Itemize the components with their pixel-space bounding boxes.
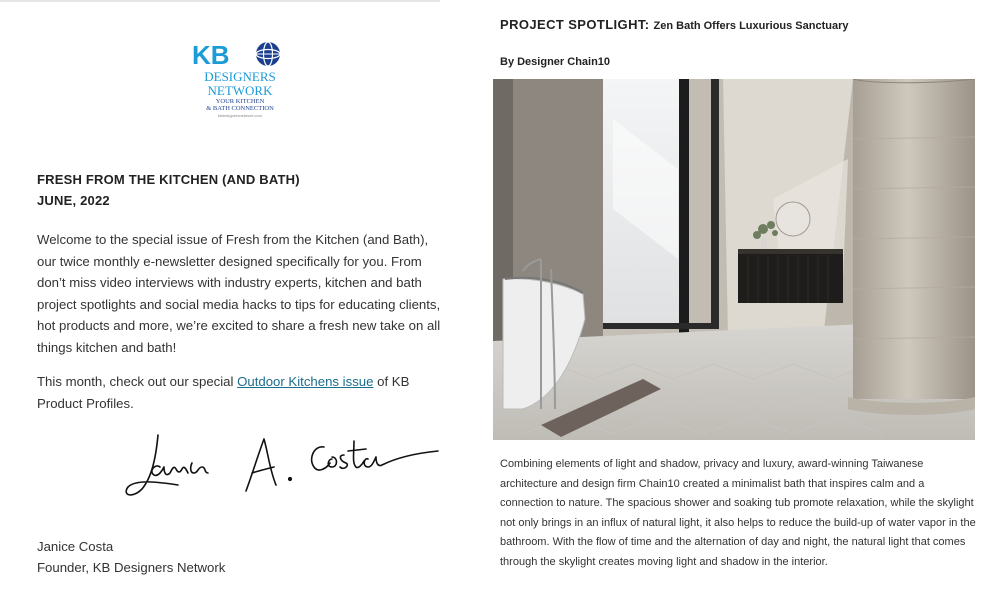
divider (0, 0, 440, 2)
logo-url: kbdesignersnetwork.com (217, 113, 263, 118)
logo-wordmark: KB (192, 40, 230, 70)
intro-paragraph: Welcome to the special issue of Fresh from the Kitchen (and Bath), our twice monthly e-newsletter designed specifically for you. From don’t miss video interviews with industry experts, kitchen and bath project spotlights and social media hacks to tips for educating clients, hot products and more, we’re excited to share a fresh new take on all things kitchen and bath! (37, 232, 441, 355)
spotlight-heading (500, 17, 849, 32)
month-paragraph (37, 371, 447, 414)
newsletter-title: FRESH FROM THE KITCHEN (AND BATH) (37, 172, 300, 187)
spotlight-caption: Combining elements of light and shadow, privacy and luxury, award-winning Taiwanese architecture and design firm Chain10 created a minimalist bath that inspires calm and a connection to nature. The spacious shower and soaking tub promote relaxation, while the skylight not only brings in an influx of natural light, it also helps to reduce the build-up of water vapor in the bathroom. With the flow of time and the alternation of day and night, the natural light that comes through the skylight creates moving light and shadow in the interior. (500, 458, 976, 568)
spotlight-byline: By Designer Chain10 (500, 56, 611, 68)
bathroom-interior-photo (493, 79, 975, 440)
handwritten-signature (118, 427, 448, 502)
outdoor-kitchens-link[interactable]: Outdoor Kitchens issue (237, 374, 374, 389)
globe-icon (256, 42, 280, 66)
spotlight-headline: Zen Bath Offers Luxurious Sanctuary (653, 20, 849, 32)
spotlight-kicker: PROJECT SPOTLIGHT: (500, 17, 654, 32)
month-text-prefix: This month, check out our special (37, 374, 238, 389)
newsletter-intro-panel (0, 0, 470, 596)
kb-designers-network-logo[interactable] (190, 40, 290, 122)
signer-title: Founder, KB Designers Network (37, 560, 226, 575)
signer-name: Janice Costa (37, 539, 114, 554)
month-text-suffix: of KB Product Profiles. (37, 374, 410, 411)
logo-tagline-1: YOUR KITCHEN (215, 98, 265, 105)
project-spotlight-panel (490, 0, 1000, 596)
logo-line-1: DESIGNERS (204, 69, 276, 84)
logo-line-2: NETWORK (207, 83, 273, 98)
logo-tagline-2: & BATH CONNECTION (206, 105, 274, 112)
newsletter-date: JUNE, 2022 (37, 193, 110, 208)
